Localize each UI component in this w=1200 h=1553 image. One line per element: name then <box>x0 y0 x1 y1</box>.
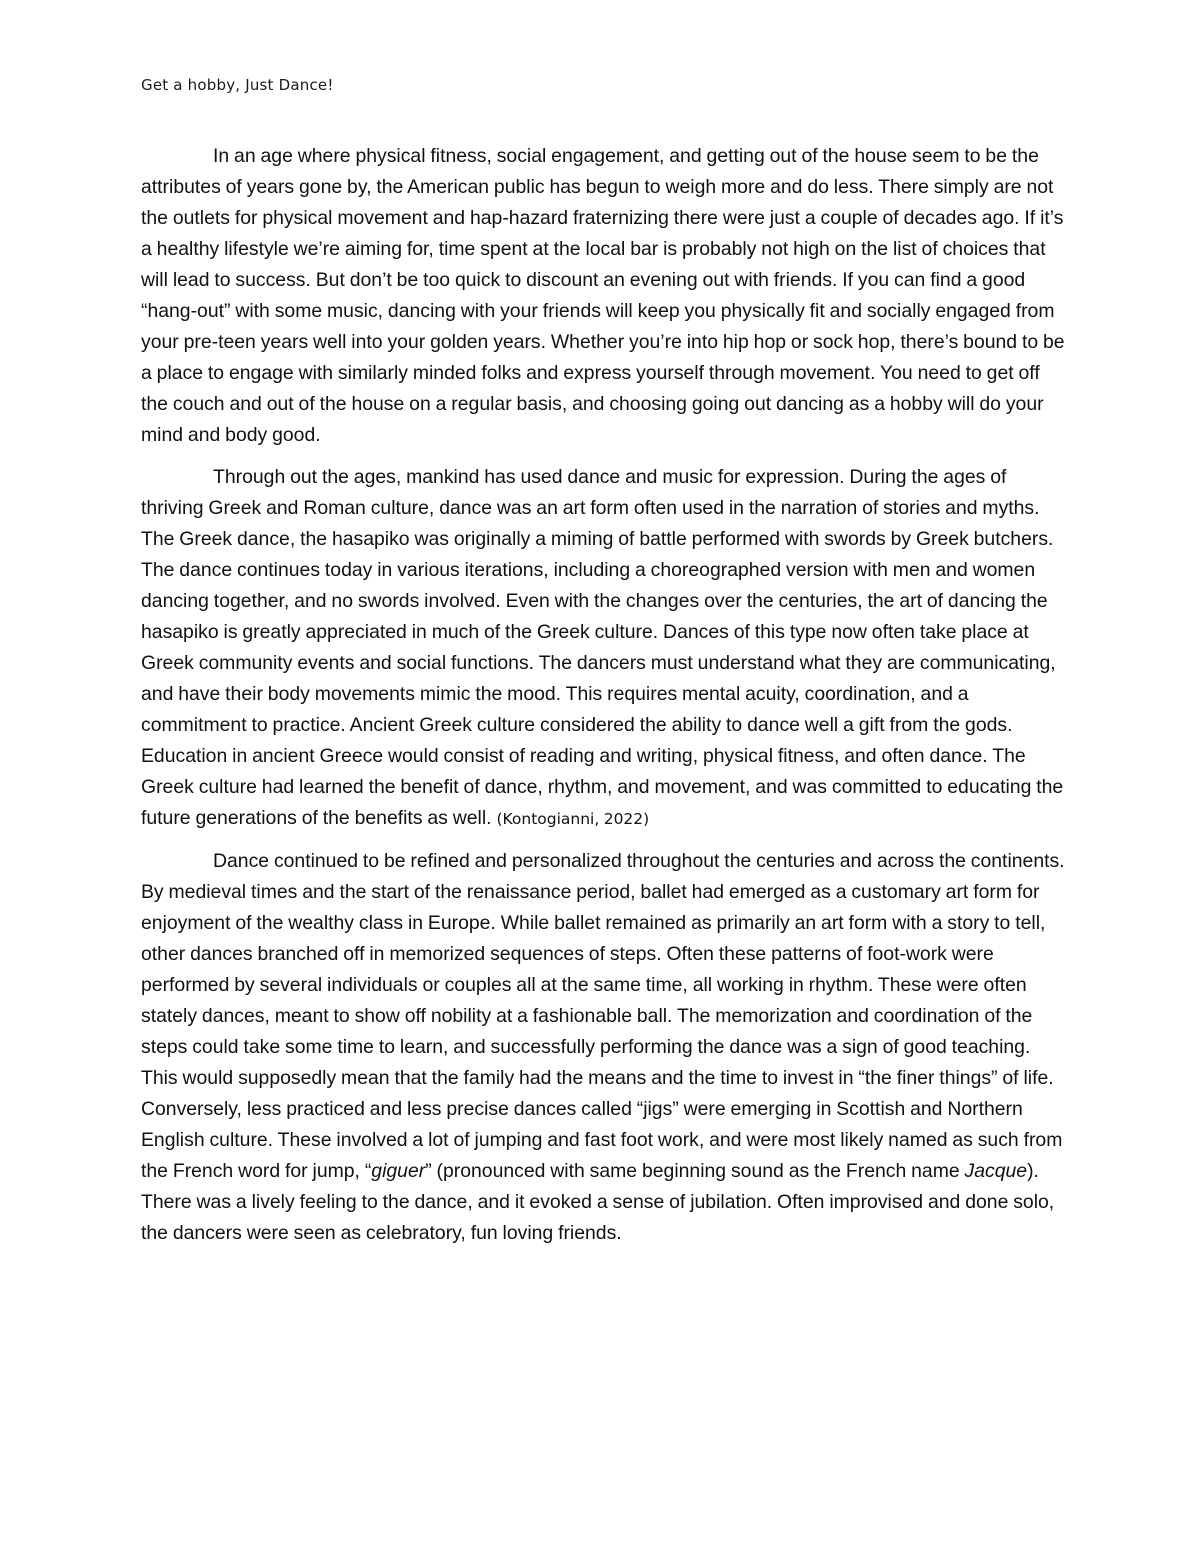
paragraph-greek-history-text: Through out the ages, mankind has used dance and music for expression. During the ages of thriving Greek and Roman culture, dance was an art form often used in the narration of stories and myths. The Greek dance, the hasapiko was originally a miming of battle performed with swords by Greek butchers. The dance continues today in various iterations, including a choreographed version with men and women dancing together, and no swords involved. Even with the changes over the centuries, the art of dancing the hasapiko is greatly appreciated in much of the Greek culture. Dances of this type now often take place at Greek community events and social functions. The dancers must understand what they are communicating, and have their body movements mimic the mood. This requires mental acuity, coordination, and a commitment to practice. Ancient Greek culture considered the ability to dance well a gift from the gods. Education in ancient Greece would consist of reading and writing, physical fitness, and often dance. The Greek culture had learned the benefit of dance, rhythm, and movement, and was committed to educating the future generations of the benefits as well. <box>141 466 1064 829</box>
italic-word-jacque: Jacque <box>964 1160 1028 1182</box>
paragraph-intro <box>141 141 1066 451</box>
paragraph-medieval-text-3: ). There was a lively feeling to the dance, and it evoked a sense of jubilation. Often improvised and done solo, the dancers were seen as celebratory, fun loving friends. <box>141 1160 1055 1244</box>
citation: (Kontogianni, 2022) <box>496 810 650 828</box>
italic-word-giguer: giguer <box>371 1160 426 1182</box>
paragraph-medieval-text-1: Dance continued to be refined and personalized throughout the centuries and across the continents. By medieval times and the start of the renaissance period, ballet had emerged as a customary art form for enjoyment of the wealthy class in Europe. While ballet remained as primarily an art form with a story to tell, other dances branched off in memorized sequences of steps. Often these patterns of foot-work were performed by several individuals or couples all at the same time, all working in rhythm. These were often stately dances, meant to show off nobility at a fashionable ball. The memorization and coordination of the steps could take some time to learn, and successfully performing the dance was a sign of good teaching. This would supposedly mean that the family had the means and the time to invest in “the finer things” of life. Conversely, less practiced and less precise dances called “jigs” were emerging in Scottish and Northern English culture. These involved a lot of jumping and fast foot work, and were most likely named as such from the French word for jump, “ <box>141 850 1065 1182</box>
paragraph-medieval-text-2: ” (pronounced with same beginning sound as the French name <box>425 1160 965 1182</box>
document-header: Get a hobby, Just Dance! <box>141 76 334 94</box>
paragraph-intro-text: In an age where physical fitness, social engagement, and getting out of the house seem to be the attributes of years gone by, the American public has begun to weigh more and do less. There simply are not the outlets for physical movement and hap-hazard fraternizing there were just a couple of decades ago. If it’s a healthy lifestyle we’re aiming for, time spent at the local bar is probably not high on the list of choices that will lead to success. But don’t be too quick to discount an evening out with friends. If you can find a good “hang-out” with some music, dancing with your friends will keep you physically fit and socially engaged from your pre-teen years well into your golden years. Whether you’re into hip hop or sock hop, there’s bound to be a place to engage with similarly minded folks and express yourself through movement. You need to get off the couch and out of the house on a regular basis, and choosing going out dancing as a hobby will do your mind and body good. <box>141 145 1065 446</box>
paragraph-medieval-dance <box>141 846 1066 1249</box>
paragraph-greek-history <box>141 462 1066 835</box>
document-body <box>141 141 1066 1260</box>
